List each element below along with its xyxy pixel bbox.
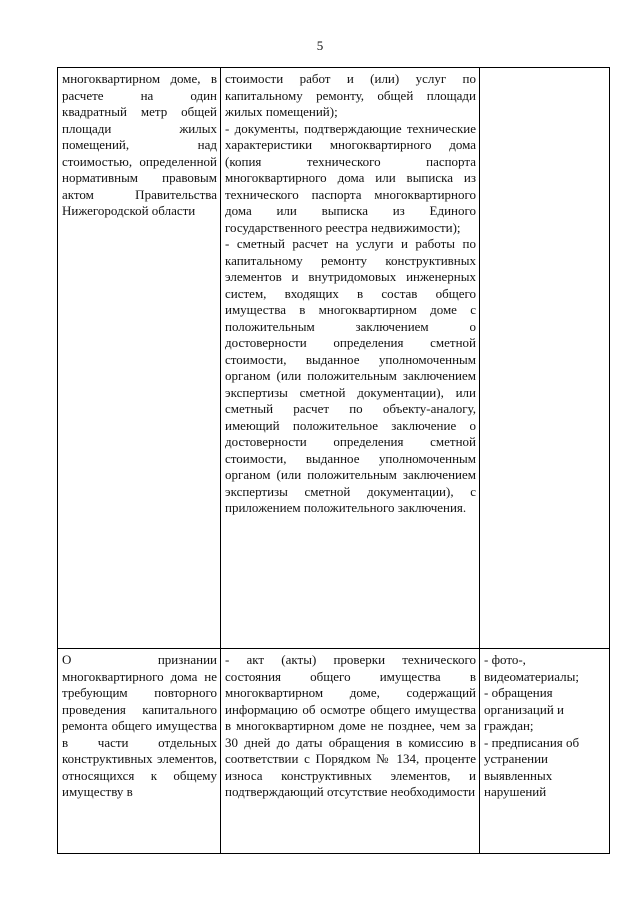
cell-text: - акт (акты) проверки технического состояния общего имущества в многоквартирном доме, содержащий информацию об осмотре общего имущества в многоквартирном доме не позднее, чем за 30 дней до даты обращения в комиссию в соответствии с Порядком № 134, проценте износа конструктивных элементов, и подтверждающий отсутствие необходимости (225, 652, 476, 799)
table-cell-additional (480, 649, 610, 854)
table-cell-documents (221, 649, 480, 854)
cell-text: - документы, подтверждающие технические характеристики многоквартирного дома (копия технического паспорта многоквартирного дома или выписка из технического паспорта многоквартирного дома или выписка из Единого государственного реестра недвижимости); (225, 120, 476, 235)
cell-text: - обращения организаций и граждан; (484, 685, 564, 733)
page-number: 5 (316, 38, 324, 53)
cell-text: многоквартирном доме, в расчете на один квадратный метр общей площади жилых помещений, над стоимостью, определенной нормативным правовым актом Правительства Нижегородской области (62, 71, 217, 218)
cell-text: - фото-, видеоматериалы; (484, 652, 579, 684)
cell-text: О признании многоквартирного дома не требующим повторного проведения капитального ремонта общего имущества в части отдельных конструктивных элементов, относящихся к общему имуществу в (62, 652, 217, 799)
table-row (58, 649, 610, 854)
cell-text: - предписания об устранении выявленных нарушений (484, 734, 580, 799)
table-cell-subject (58, 649, 221, 854)
table-cell-additional (480, 68, 610, 649)
cell-text: стоимости работ и (или) услуг по капитальному ремонту, общей площади жилых помещений); (225, 71, 476, 119)
table-cell-documents (221, 68, 480, 649)
requirements-table (57, 67, 610, 854)
cell-text: - сметный расчет на услуги и работы по капитальному ремонту конструктивных элементов и внутридомовых инженерных систем, входящих в состав общего имущества в многоквартирном доме с положительным заключением о достоверности определения сметной стоимости, выданное уполномоченным органом (или положительным заключением экспертизы сметной документации), или сметный расчет по объекту-аналогу, имеющий положительное заключение о достоверности определения сметной стоимости, выданное уполномоченным органом (или положительным заключением экспертизы сметной документации), с приложением положительного заключения. (225, 236, 476, 515)
table-row (58, 68, 610, 649)
table-cell-subject (58, 68, 221, 649)
